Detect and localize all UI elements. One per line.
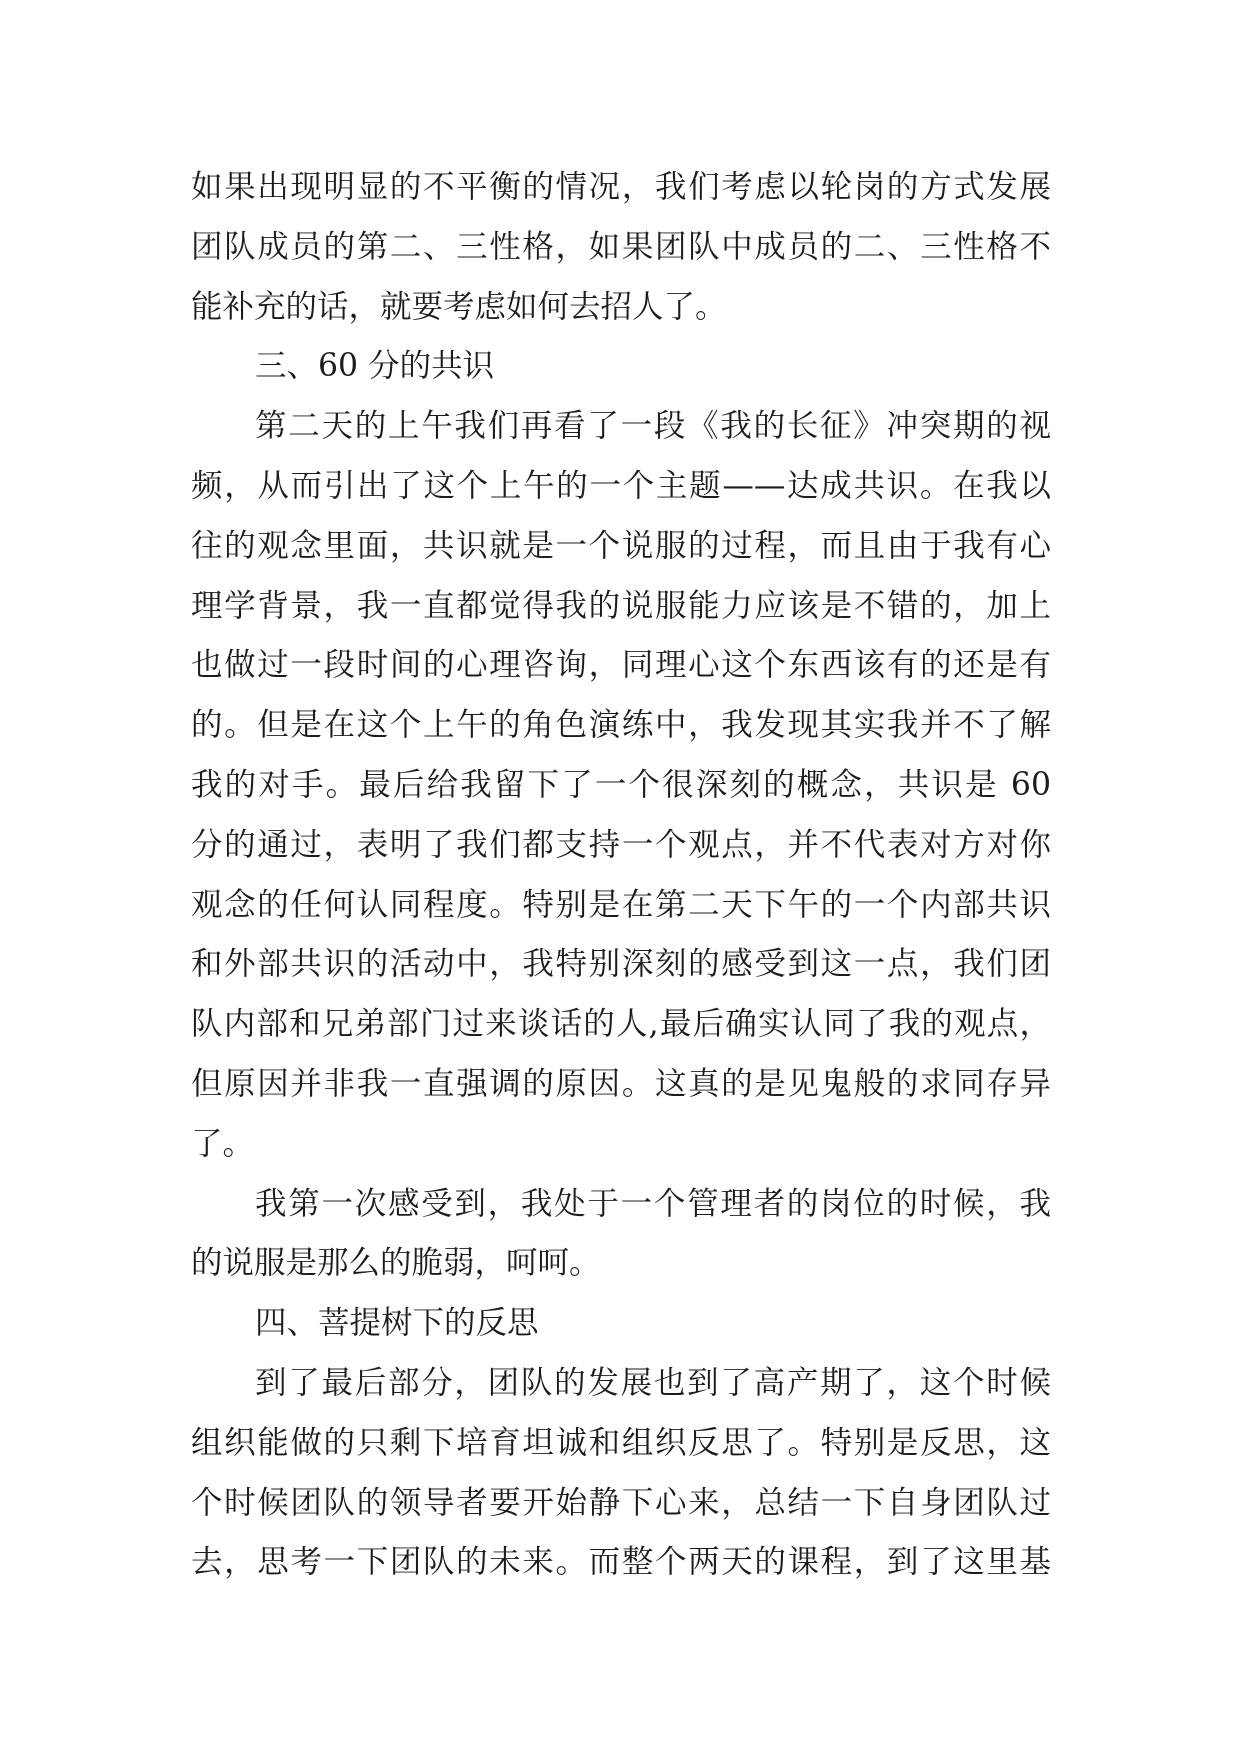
text-line: 理学背景，我一直都觉得我的说服能力应该是不错的，加上 (191, 587, 1051, 624)
text-line: 三、60 分的共识 (255, 348, 495, 385)
text-line: 第二天的上午我们再看了一段《我的长征》冲突期的视 (255, 408, 1051, 445)
text-line: 的。但是在这个上午的角色演练中，我发现其实我并不了解 (191, 707, 1051, 744)
text-line: 如果出现明显的不平衡的情况，我们考虑以轮岗的方式发展 (191, 169, 1051, 205)
text-line: 组织能做的只剩下培育坦诚和组织反思了。特别是反思，这 (191, 1424, 1051, 1461)
text-line: 团队成员的第二、三性格，如果团队中成员的二、三性格不 (191, 228, 1051, 265)
text-line: 观念的任何认同程度。特别是在第二天下午的一个内部共识 (191, 886, 1051, 923)
text-line: 我的对手。最后给我留下了一个很深刻的概念，共识是 60 (191, 766, 1051, 803)
text-line: 和外部共识的活动中，我特别深刻的感受到这一点，我们团 (191, 946, 1051, 983)
body-text (191, 158, 1051, 1593)
text-line: 的说服是那么的脆弱，呵呵。 (191, 1245, 601, 1282)
text-line: 但原因并非我一直强调的原因。这真的是见鬼般的求同存异 (191, 1065, 1051, 1102)
text-line: 个时候团队的领导者要开始静下心来，总结一下自身团队过 (191, 1484, 1051, 1521)
text-line: 队内部和兄弟部门过来谈话的人,最后确实认同了我的观点， (191, 1006, 1051, 1043)
text-line: 往的观念里面，共识就是一个说服的过程，而且由于我有心 (191, 527, 1051, 564)
text-line: 频，从而引出了这个上午的一个主题——达成共识。在我以 (191, 467, 1051, 504)
text-line: 去，思考一下团队的未来。而整个两天的课程，到了这里基 (191, 1544, 1051, 1581)
text-line: 了。 (191, 1125, 255, 1162)
text-line: 也做过一段时间的心理咨询，同理心这个东西该有的还是有 (191, 647, 1051, 684)
text-line: 分的通过，表明了我们都支持一个观点，并不代表对方对你 (191, 826, 1051, 863)
text-line: 能补充的话，就要考虑如何去招人了。 (191, 288, 727, 325)
text-line: 到了最后部分，团队的发展也到了高产期了，这个时候 (255, 1364, 1051, 1401)
text-line: 四、菩提树下的反思 (255, 1305, 539, 1342)
text-line: 我第一次感受到，我处于一个管理者的岗位的时候，我 (255, 1185, 1051, 1222)
